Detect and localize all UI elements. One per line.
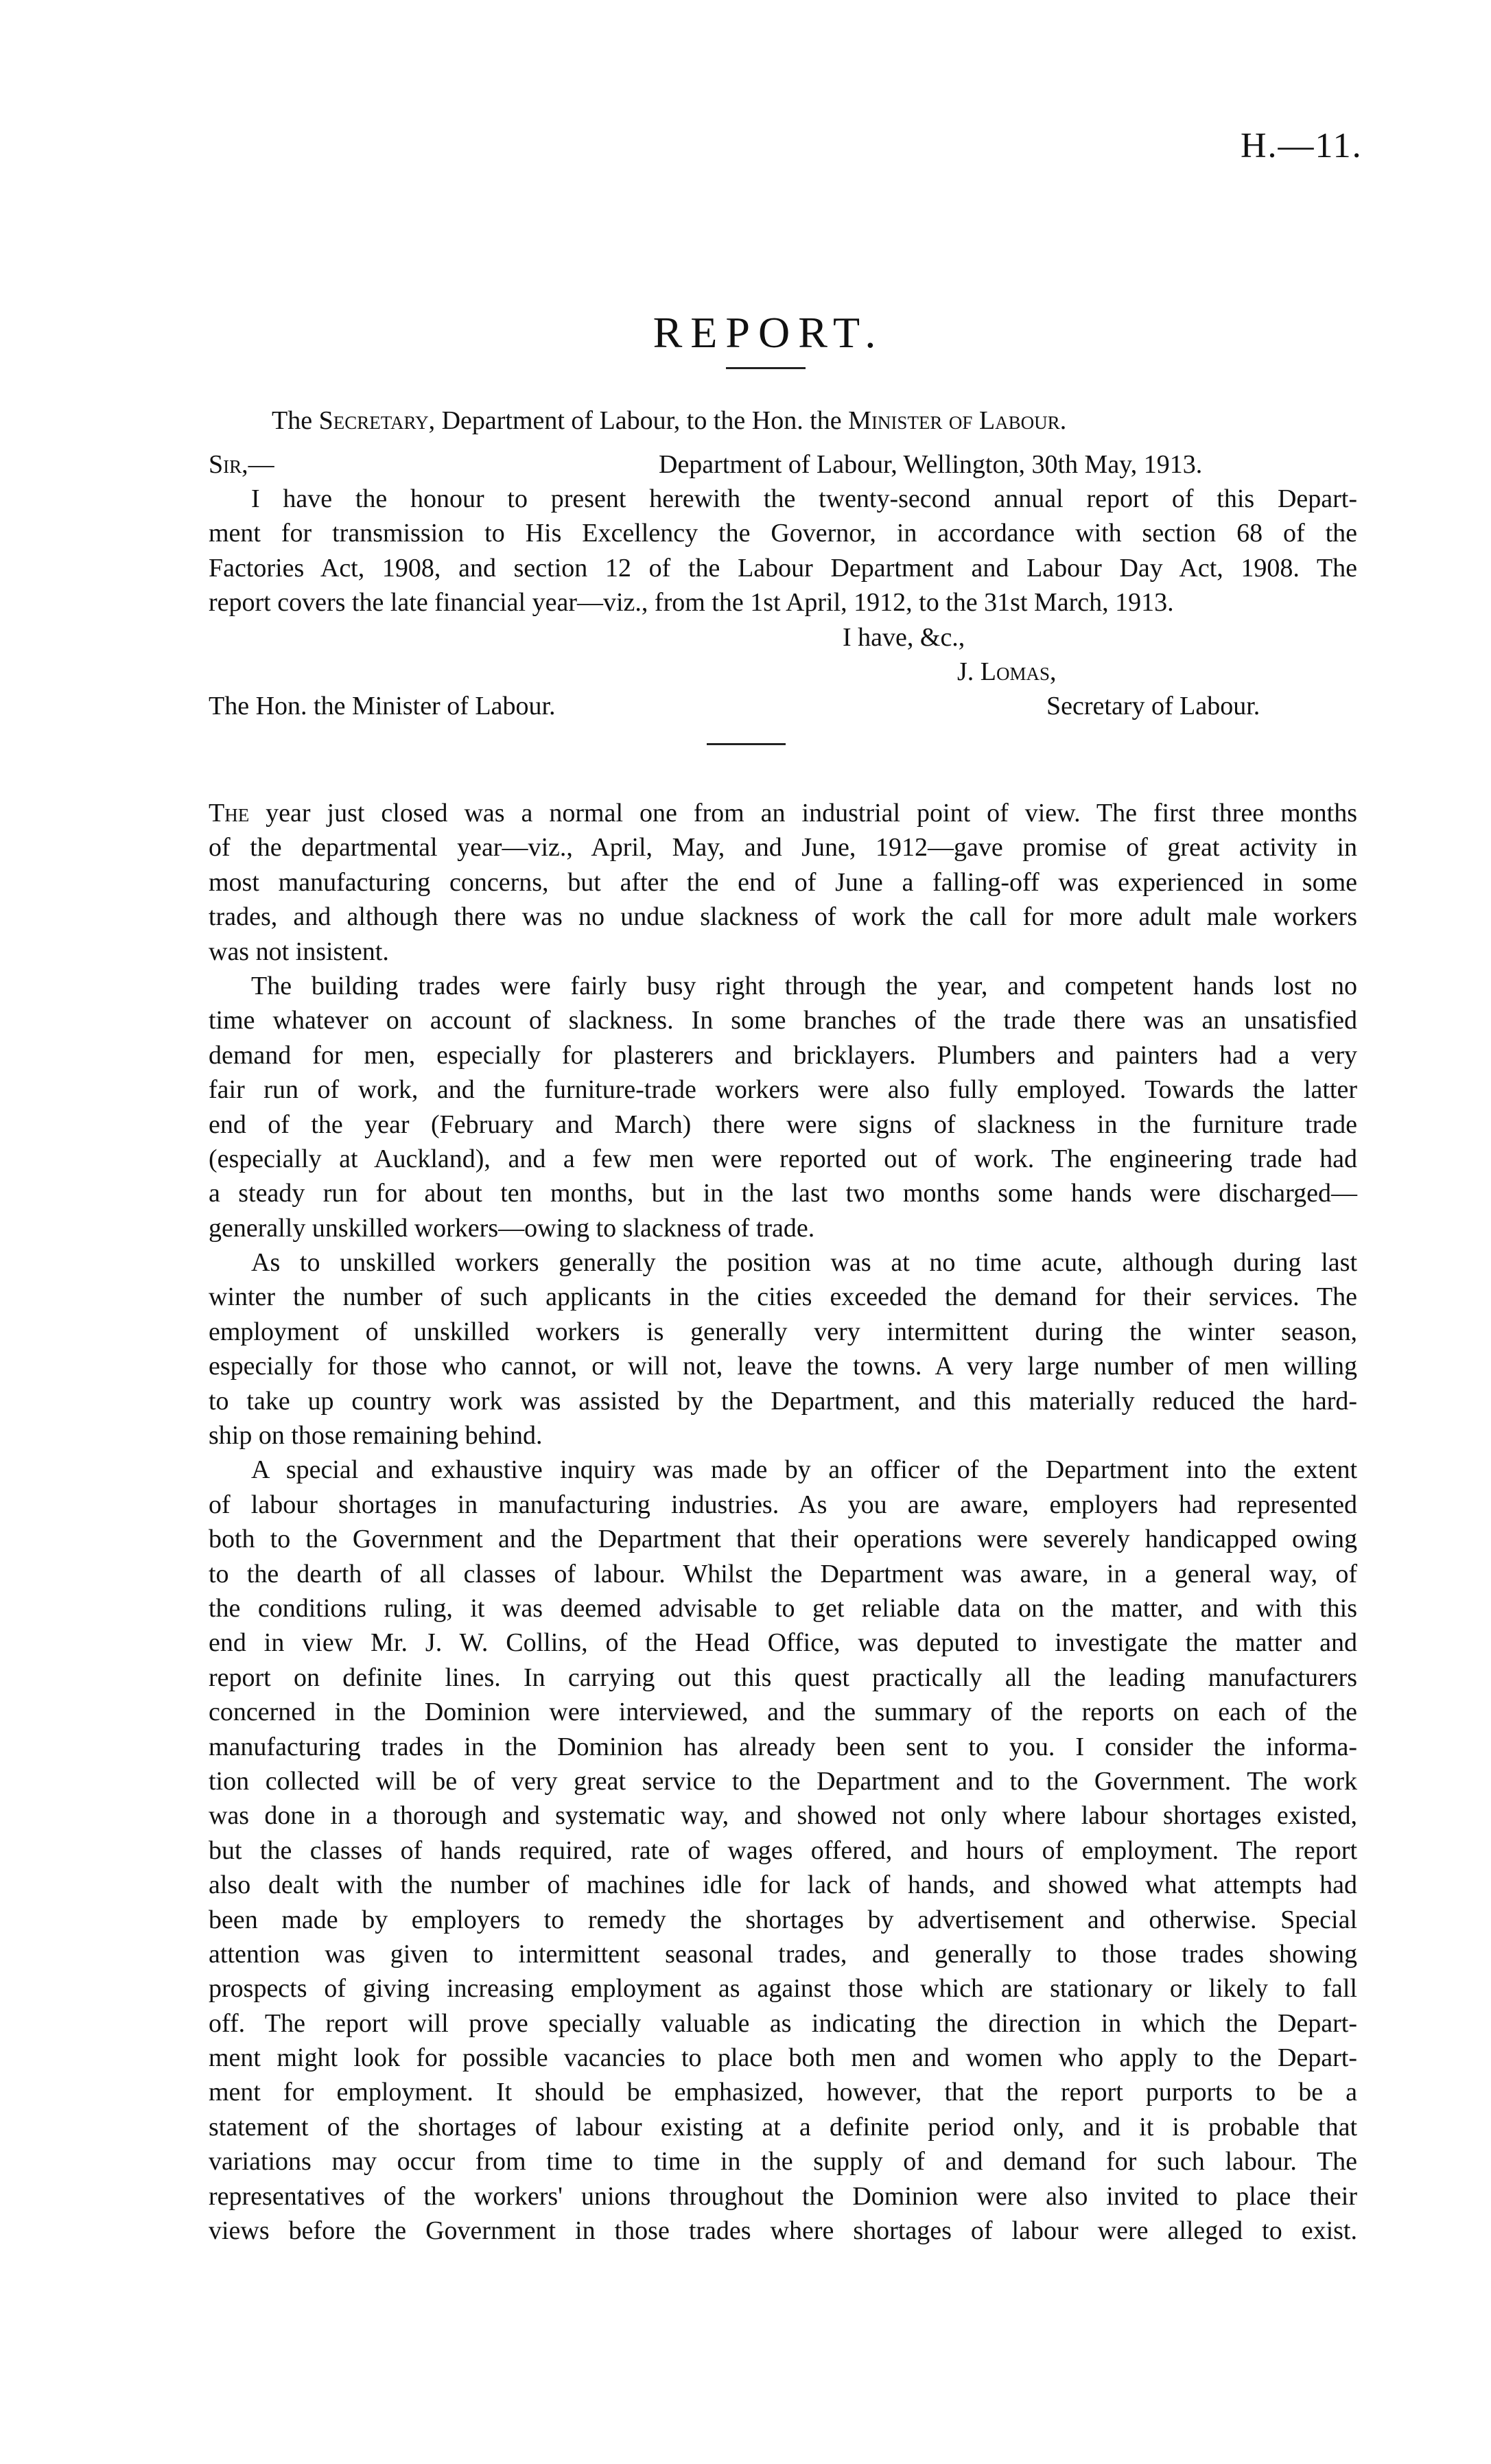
salutation: Sir,— <box>209 450 274 479</box>
paragraph-line: employment of unskilled workers is generally very intermittent during the winter season, <box>209 1317 1357 1346</box>
paragraph-line: end in view Mr. J. W. Collins, of the Head Office, was deputed to investigate the matter and <box>209 1628 1357 1658</box>
recipient: The Hon. the Minister of Labour. <box>209 692 556 720</box>
paragraph-line: to take up country work was assisted by the Department, and this materially reduced the hard- <box>209 1386 1357 1416</box>
paragraph-line: views before the Government in those trades where shortages of labour were alleged to exist. <box>209 2216 1357 2246</box>
paragraph-line: A special and exhaustive inquiry was made by an officer of the Department into the extent <box>251 1455 1357 1485</box>
signature <box>957 655 1057 689</box>
paragraph-line: a steady run for about ten months, but in the last two months some hands were discharged— <box>209 1179 1357 1208</box>
place-date: Department of Labour, Wellington, 30th May, 1913. <box>659 450 1203 479</box>
paragraph-line: tion collected will be of very great service to the Department and to the Government. The work <box>209 1766 1357 1796</box>
letter-body-line: report covers the late financial year—viz., from the 1st April, 1912, to the 31st March, 1913. <box>209 588 1174 618</box>
paragraph-line: most manufacturing concerns, but after the end of June a falling-off was experienced in some <box>209 867 1357 897</box>
letter-body-line: Factories Act, 1908, and section 12 of the Labour Department and Labour Day Act, 1908. The <box>209 553 1357 583</box>
paragraph-line: attention was given to intermittent seasonal trades, and generally to those trades showing <box>209 1939 1357 1969</box>
address-text: . <box>1059 406 1067 435</box>
paragraph-line: statement of the shortages of labour existing at a definite period only, and it is probable that <box>209 2112 1357 2142</box>
address-minister: Minister of Labour <box>848 406 1060 435</box>
paragraph-line: been made by employers to remedy the shortages by advertisement and otherwise. Special <box>209 1905 1357 1934</box>
line-text: year just closed was a normal one from an industrial point of view. The first three months <box>249 799 1357 828</box>
paragraph-line: As to unskilled workers generally the position was at no time acute, although during last <box>251 1248 1357 1278</box>
signature-punct: , <box>1050 657 1057 686</box>
paragraph-line: but the classes of hands required, rate of wages offered, and hours of employment. The report <box>209 1835 1357 1865</box>
paragraph-line: fair run of work, and the furniture-trade workers were also fully employed. Towards the latter <box>209 1075 1357 1105</box>
paragraph-line: variations may occur from time to time in the supply of and demand for such labour. The <box>209 2147 1357 2176</box>
paragraph-line: concerned in the Dominion were interviewed, and the summary of the reports on each of the <box>209 1698 1357 1727</box>
paragraph-line: off. The report will prove specially valuable as indicating the direction in which the Depart- <box>209 2008 1357 2038</box>
paragraph-line: also dealt with the number of machines idle for lack of hands, and showed what attempts had <box>209 1870 1357 1900</box>
paragraph-line: generally unskilled workers—owing to slackness of trade. <box>209 1213 815 1243</box>
paragraph-line: was done in a thorough and systematic way, and showed not only where labour shortages existed, <box>209 1801 1357 1831</box>
closing: I have, &c., <box>843 623 965 652</box>
page-reference: H.—11. <box>1241 126 1363 165</box>
title-divider <box>726 367 806 369</box>
paragraph-line: ment for employment. It should be emphasized, however, that the report purports to be a <box>209 2078 1357 2107</box>
paragraph-line: prospects of giving increasing employment as against those which are stationary or likely to fall <box>209 1974 1357 2004</box>
paragraph-line: of the departmental year—viz., April, May, and June, 1912—gave promise of great activity in <box>209 833 1357 863</box>
letter-body-line: ment for transmission to His Excellency the Governor, in accordance with section 68 of the <box>209 519 1357 548</box>
paragraph-line: winter the number of such applicants in the cities exceeded the demand for their services. The <box>209 1282 1357 1312</box>
address-text: , Department of Labour, to the Hon. the <box>428 406 849 435</box>
page-title: REPORT. <box>653 308 884 357</box>
paragraph-line: (especially at Auckland), and a few men were reported out of work. The engineering trade had <box>209 1144 1357 1173</box>
signature-name: Lomas <box>980 657 1050 686</box>
signatory-title: Secretary of Labour. <box>1046 692 1260 720</box>
paragraph-line: representatives of the workers' unions throughout the Dominion were also invited to place their <box>209 2181 1357 2211</box>
paragraph-line: ship on those remaining behind. <box>209 1421 543 1451</box>
paragraph-line: both to the Government and the Department that their operations were severely handicapped owing <box>209 1525 1357 1554</box>
letter-body-line: I have the honour to present herewith the twenty-second annual report of this Depart- <box>251 484 1357 513</box>
paragraph-line: to the dearth of all classes of labour. Whilst the Department was aware, in a general way, of <box>209 1559 1357 1588</box>
letter-body <box>209 482 1357 620</box>
paragraph-line: The building trades were fairly busy right through the year, and competent hands lost no <box>251 971 1357 1000</box>
signature-initial: J. <box>957 657 981 686</box>
section-divider <box>707 743 786 745</box>
paragraph-line: end of the year (February and March) there were signs of slackness in the furniture trade <box>209 1110 1357 1139</box>
report-body <box>209 796 1357 2248</box>
paragraph-line: demand for men, especially for plasterers and bricklayers. Plumbers and painters had a very <box>209 1040 1357 1070</box>
paragraph-line: especially for those who cannot, or will not, leave the towns. A very large number of men willing <box>209 1352 1357 1381</box>
paragraph-line <box>209 796 1357 830</box>
paragraph-line: the conditions ruling, it was deemed advisable to get reliable data on the matter, and with this <box>209 1593 1357 1623</box>
paragraph-line: time whatever on account of slackness. In some branches of the trade there was an unsatisfied <box>209 1006 1357 1035</box>
paragraph-line: was not insistent. <box>209 937 389 966</box>
letter-address <box>272 403 1066 438</box>
paragraph-line: report on definite lines. In carrying out this quest practically all the leading manufacturers <box>209 1663 1357 1692</box>
address-text: The <box>272 406 319 435</box>
paragraph-line: trades, and although there was no undue slackness of work the call for more adult male workers <box>209 902 1357 932</box>
address-secretary: Secretary <box>318 406 429 435</box>
paragraph-line: ment might look for possible vacancies to place both men and women who apply to the Depart- <box>209 2043 1357 2073</box>
first-word: The <box>209 799 250 828</box>
paragraph-line: of labour shortages in manufacturing industries. As you are aware, employers had represented <box>209 1490 1357 1519</box>
paragraph-line: manufacturing trades in the Dominion has already been sent to you. I consider the informa- <box>209 1732 1357 1761</box>
